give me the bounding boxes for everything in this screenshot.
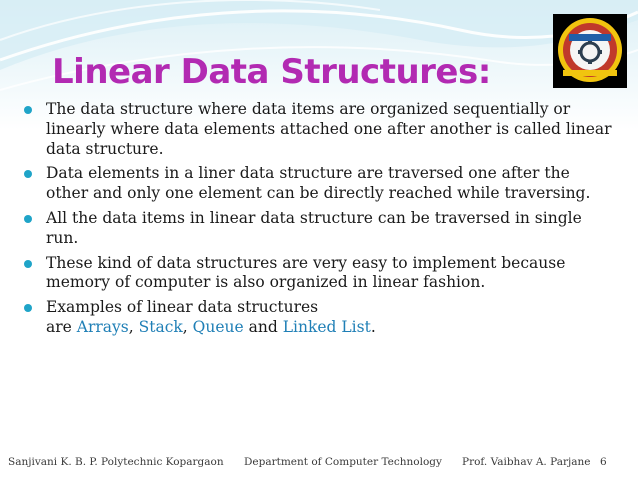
footer-page-number: 6 [600, 456, 607, 468]
examples-sep: , [182, 317, 188, 336]
examples-lead: Examples of linear data structures [46, 298, 319, 317]
bullet-dot-icon [24, 215, 32, 223]
bullet-item-examples [22, 298, 612, 338]
example-stack: Stack [138, 317, 183, 336]
bullet-list [22, 100, 612, 343]
bullet-text: These kind of data structures are very easy to implement because memory of computer is also organized in linear fashion. [46, 253, 566, 292]
bullet-dot-icon [24, 260, 32, 268]
examples-sep: , [128, 317, 134, 336]
bullet-text: The data structure where data items are organized sequentially or linearly where data elements attached one after another is called linear data structure. [46, 100, 612, 158]
footer-author: Prof. Vaibhav A. Parjane [462, 456, 591, 468]
bullet-item [22, 254, 612, 294]
slide-title: Linear Data Structures: [52, 52, 491, 92]
bullet-item [22, 164, 612, 204]
bullet-item [22, 209, 612, 249]
footer-department: Department of Computer Technology [244, 456, 442, 468]
bullet-item [22, 100, 612, 159]
example-queue: Queue [192, 317, 244, 336]
institute-logo [553, 14, 627, 88]
example-linked-list: Linked List [282, 317, 371, 336]
bullet-text: Data elements in a liner data structure are traversed one after the other and only one element can be directly reached while traversing. [46, 164, 591, 203]
examples-are: are [46, 317, 72, 336]
footer-institute: Sanjivani K. B. P. Polytechnic Kopargaon [8, 456, 224, 468]
example-arrays: Arrays [76, 317, 129, 336]
bullet-dot-icon [24, 170, 32, 178]
examples-and: and [248, 317, 278, 336]
bullet-dot-icon [24, 106, 32, 114]
examples-end: . [370, 317, 376, 336]
bullet-dot-icon [24, 304, 32, 312]
bullet-text: All the data items in linear data structure can be traversed in single run. [46, 208, 582, 247]
